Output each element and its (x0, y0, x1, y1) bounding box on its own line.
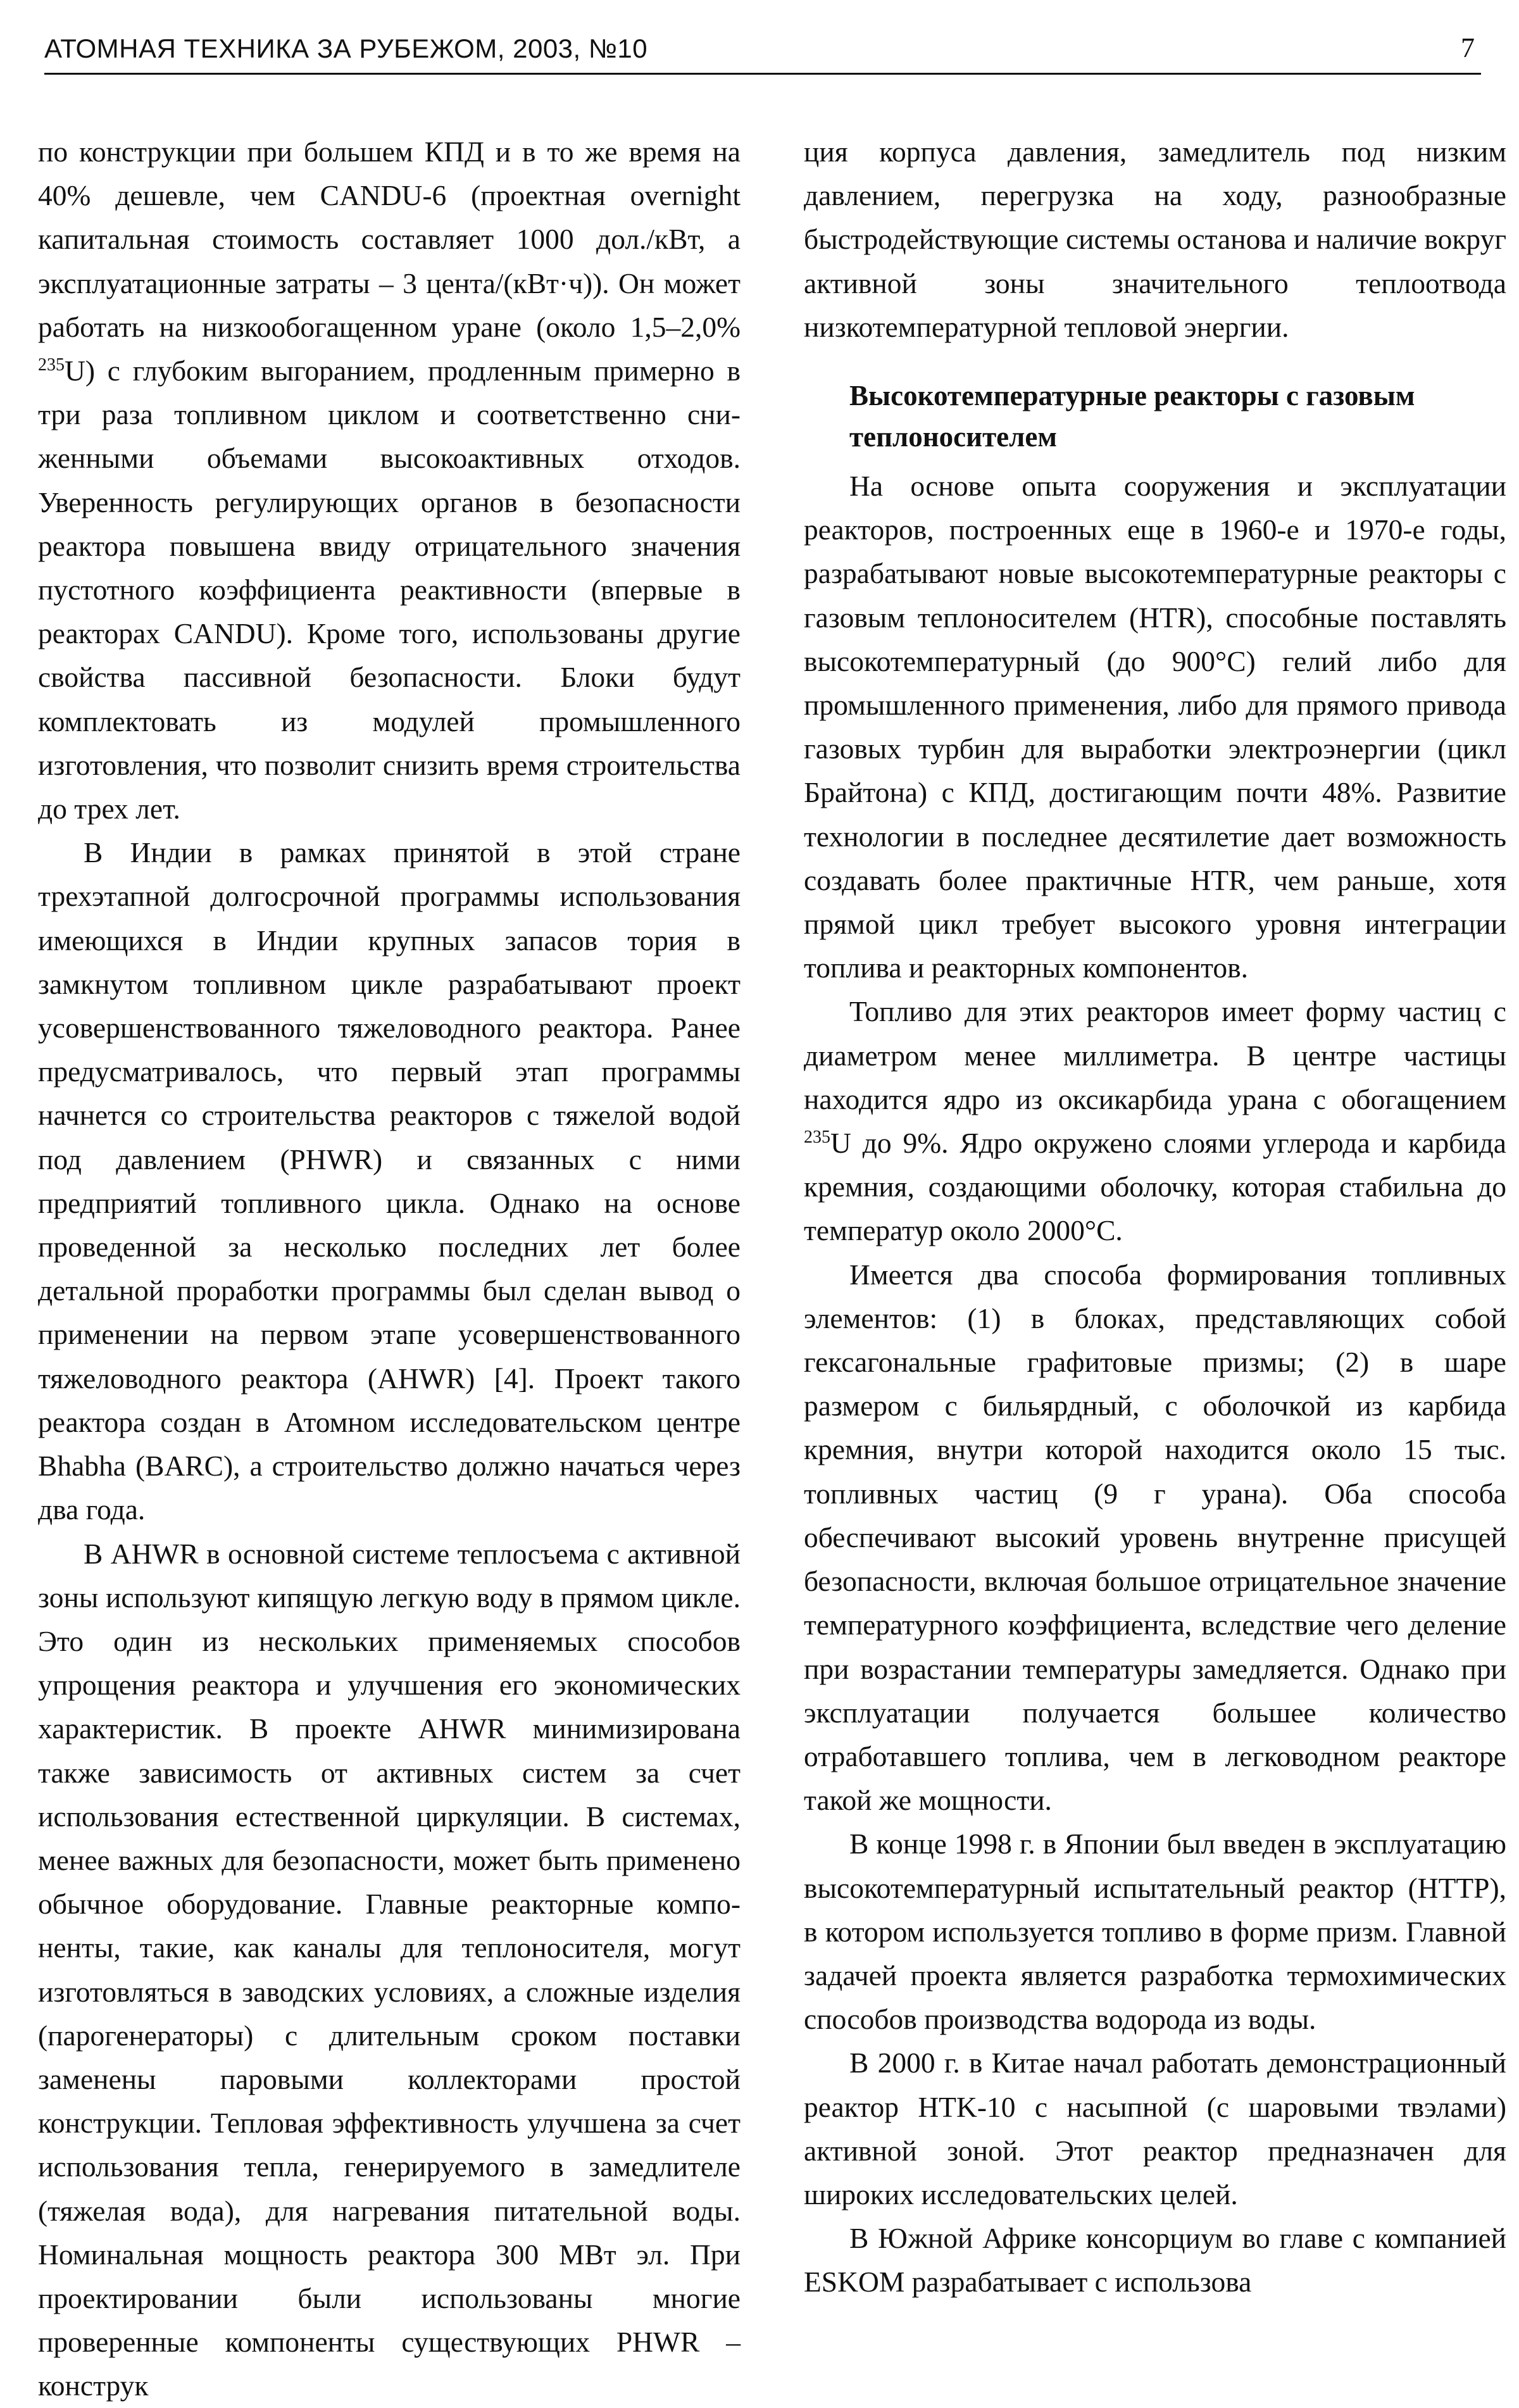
paragraph-japan: В конце 1998 г. в Японии был введен в эксплуатацию высокотемпературный испытательный реактор (HTTP), в котором используется топливо в форме призм. Главной задачей проекта является разработка термохимических способов производства водорода из воды. (804, 1828, 1506, 2036)
running-header (44, 30, 1481, 75)
paragraph-fuel-elements: Имеется два способа формирования топливных элементов: (1) в блоках, представляющих собой гексагональные графитовые призмы; (2) в шаре размером с бильярдный, с оболочкой из карбида кремния, внутри которой находится около 15 тыс. топливных частиц (9 г урана). Оба способа обеспечивают высокий уровень внутренне присущей безопасности, включая большое отрицательное значение температурного коэффициента, вследствие чего деление при возрастании температуры замедляется. Однако при эксплуатации получается большее количество отработавшего топлива, чем в легководном реакторе такой же мощности. (804, 1258, 1506, 1817)
right-column (804, 130, 1506, 2298)
section-heading: Высокотемпературные реакторы с газовым теплоносителем (849, 380, 1415, 453)
right-paragraph-continued: ция корпуса давления, замедлитель под низким давлением, перегрузка на ходу, разнообразные быстродействующие системы останова и наличие вокруг активной зоны значительного теплоотвода низкотемпературной тепловой энергии. (804, 135, 1506, 343)
paragraph-ahwr: В AHWR в основной системе теплосъема с активной зоны используют кипящую легкую воду в прямом цикле. Это один из нескольких применяемых способов упрощения реактора и улучшения его экономических характеристик. В проекте AHWR минимизирована также зависимость от активных систем за счет использования естественной циркуляции. В системах, менее важных для безопасности, может быть применено обычное оборудование. Главные реакторные компоненты, такие, как каналы для теплоносителя, могут изготовляться в заводских условиях, а сложные изделия (парогенераторы) с длительным сроком поставки заменены паровыми коллекторами простой конструкции. Тепловая эффективность улучшена за счет использования тепла, генерируемого в замедлителе (тяжелая вода), для нагревания питательной воды. Номинальная мощность реактора 300 МВт эл. При проектировании были использованы многие проверенные компоненты существующих PHWR – конструк (38, 1537, 741, 2402)
paragraph-china: В 2000 г. в Китае начал работать демонстрационный реактор HTK-10 с насыпной (с шаровыми твэлами) активной зоной. Этот реактор предназначен для широких исследовательских целей. (804, 2047, 1506, 2210)
page-number: 7 (1461, 32, 1475, 63)
paragraph-htr: На основе опыта сооружения и эксплуатации реакторов, построенных еще в 1960-е и 1970-е годы, разрабатывают новые высокотемпературные реакторы с газовым теплоносителем (HTR), способные поставлять высокотемпературный (до 900°C) гелий либо для промышленного применения, либо для прямого привода газовых турбин для выработки электроэнергии (цикл Брайтона) с КПД, достигающим почти 48%. Развитие технологии в последнее десятилетие дает возможность создавать более практичные HTR, чем раньше, хотя прямой цикл требует высокого уровня интеграции топлива и реакторных компонентов. (804, 470, 1506, 984)
journal-title: АТОМНАЯ ТЕХНИКА ЗА РУБЕЖОМ, 2003, №10 (44, 34, 648, 63)
paragraph-india: В Индии в рамках принятой в этой стране трехэтапной долгосрочной программы использования имеющихся в Индии крупных запасов тория в замкнутом топливном цикле разрабатывают проект усовершенствованного тяжеловодного реактора. Ранее предусматривалось, что первый этап программы начнется со строительства реакторов с тяжелой водой под давлением (PHWR) и связанных с ними предприятий топливного цикла. Однако на основе проведенной за несколько последних лет более детальной проработки программы был сделан вывод о применении на первом этапе усовершенствованного тяжеловодного реактора (AHWR) [4]. Проект такого реактора создан в Атомном исследовательском центре Bhabha (BARC), а строительство должно начаться через два года. (38, 836, 741, 1526)
paragraph-south-africa: В Южной Африке консорциум во главе с компанией ESKOM разрабатывает с использова (804, 2222, 1506, 2298)
paragraph-fuel: Топливо для этих реакторов имеет форму частиц с диаметром менее миллиметра. В центре частицы находится ядро из оксикарбида урана с обогащением $^{235}$U до 9%. Ядро окружено слоями углерода и карбида кремния, создающими оболочку, которая стабильна до температур около 2000°C. (804, 995, 1506, 1247)
left-paragraph-continued: по конструкции при большем КПД и в то же время на 40% дешевле, чем CANDU-6 (проектная overnight капитальная стоимость составляет 1000 дол./кВт, а эксплуатационные затраты – 3 цента/(кВт·ч)). Он может работать на низкообогащенном уране (около 1,5–2,0% $^{235}$U) с глубоким выгоранием, продленным примерно в три раза топливном циклом и соответственно сниженными объемами высокоактивных отходов. Уверенность регулирующих органов в безопасности реактора повышена ввиду отрицательного значения пустотного коэффициента реактивности (впервые в реакторах CANDU). Кроме того, использованы другие свойства пассивной безопасности. Блоки будут комплектовать из модулей промышленного изготовления, что позволит снизить время строительства до трех лет. (38, 135, 741, 825)
left-column (38, 130, 741, 2402)
